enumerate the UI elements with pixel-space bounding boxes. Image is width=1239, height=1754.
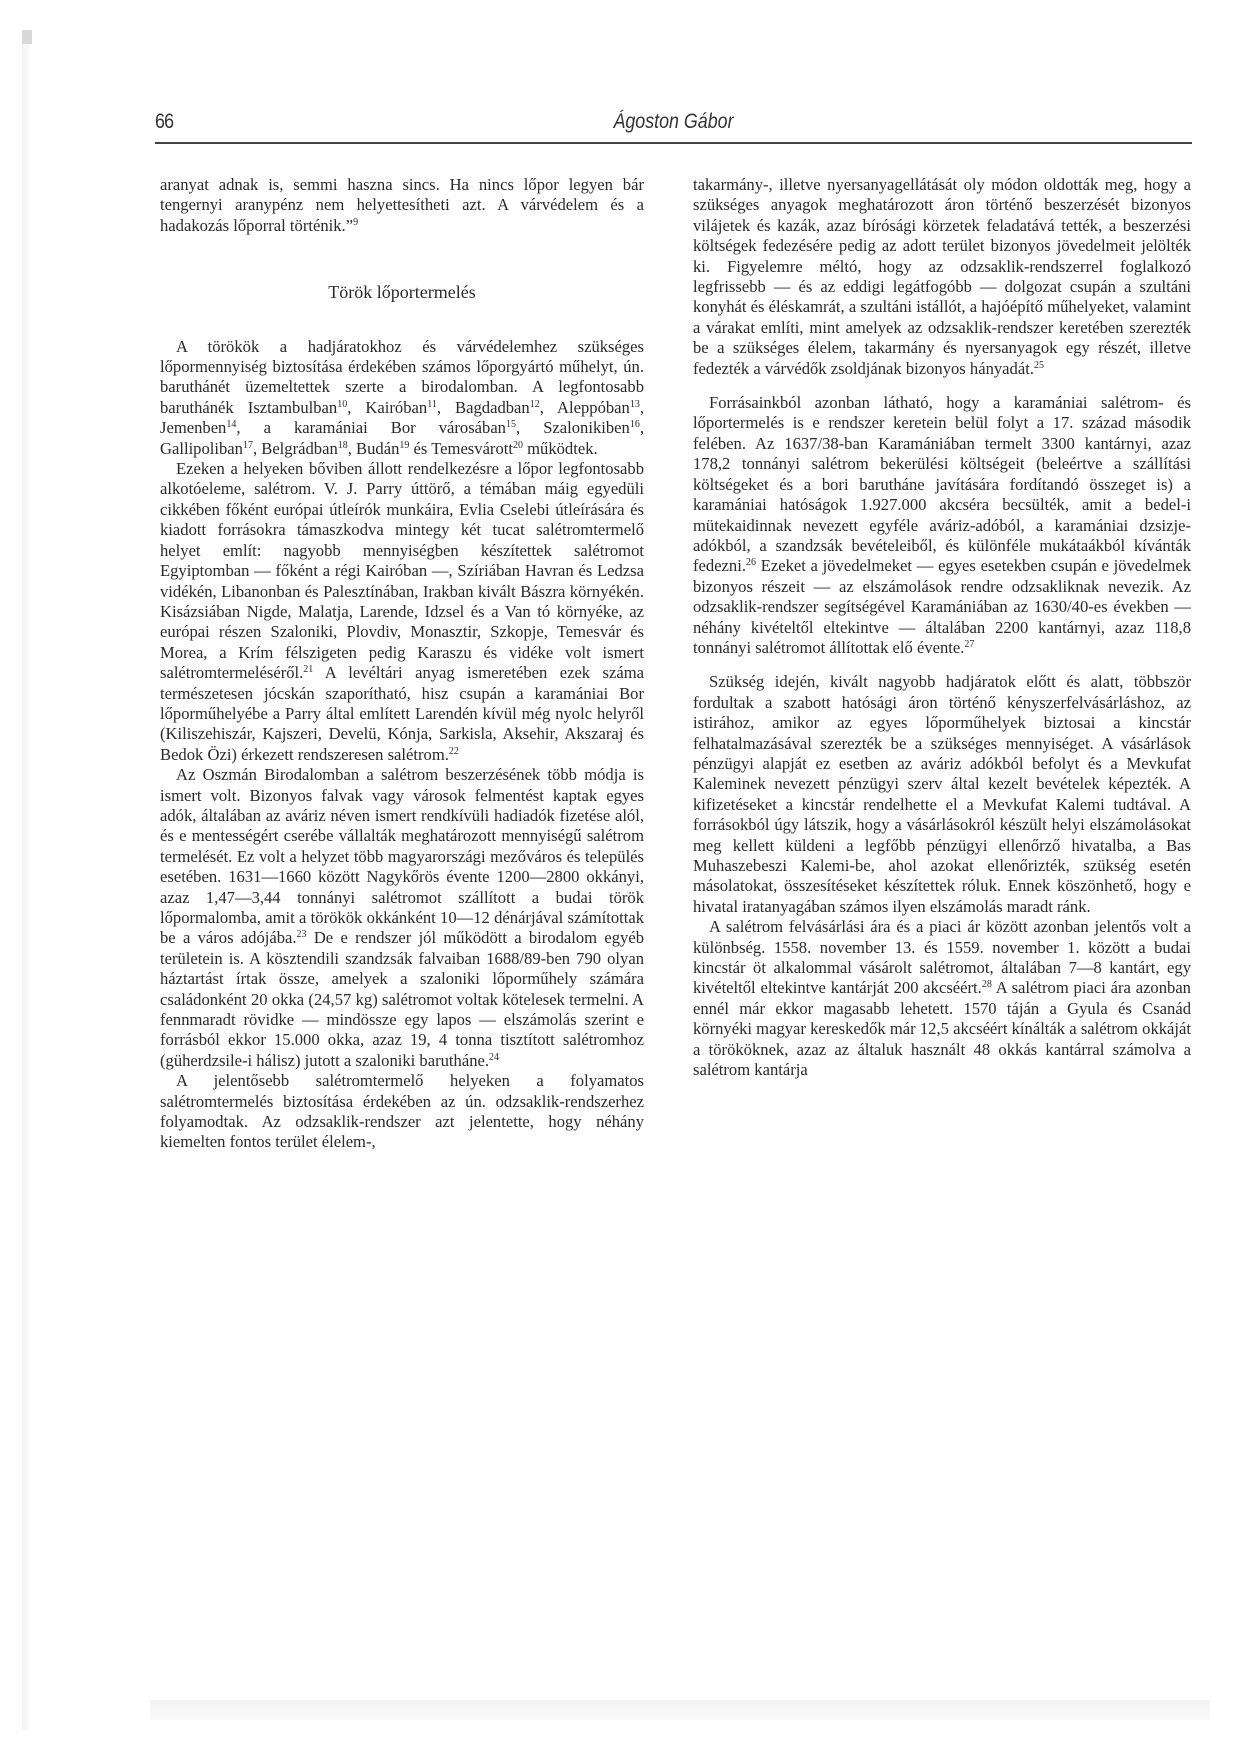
paragraph [693, 917, 1191, 1080]
paragraph-text: , Bagdadban [436, 397, 530, 417]
footnote-ref: 27 [964, 638, 975, 650]
paragraph-text: A salétrom felvásárlási ára és a piaci ár között azonban jelentős volt a különbség. 1558. november 13. és 1559. november 1. között a budai kincstár öt alkalommal vásárolt salétromot, általában 7—8 kantárt, egy kivételtől eltekintve kantárját 200 akcséért. [693, 917, 1191, 998]
page-number: 66 [155, 110, 174, 133]
paragraph-text: takarmány-, illetve nyersanyagellátását oly módon oldották meg, hogy a szükséges anyagok meghatározott áron történő beszerzését bizonyos vilájetek és kazák, azaz bírósági körzetek feladatává tették, a beszerzési költségek fedezésére pedig az adott terület bizonyos jövedelmeit jelölték ki. Figyelemre méltó, hogy az odzsaklik-rendszerrel foglalkozó legfrissebb — és az eddigi legátfogóbb — dolgozat csupán a szultáni konyhát és éléskamrát, a szultáni istállót, a hajóépítő műhelyeket, valamint a várakat említi, mint amelyek az odzsaklik-rendszer keretében szerezték be a szükséges élelem, takarmány és nyersanyagok egy részét, illetve fedezték a várvédők zsoldjának bizonyos hányadát. [693, 175, 1191, 378]
footnote-ref: 24 [489, 1051, 499, 1063]
footnote-ref: 14 [226, 419, 237, 431]
paragraph-text: , Aleppóban [539, 397, 630, 417]
paragraph-text: A levéltári anyag ismeretében ezek száma természetesen jócskán szaporítható, hisz csupán a karamániai Bor lőporműhelyébe a Parry által említett Larendén kívül még nyolc helyről (Kiliszehiszár, Kajszeri, Develü, Kónja, Sarkisla, Aksehir, Akszaraj és Bedok Özi) érkezett rendszeresen salétrom. [160, 663, 644, 764]
paragraph [160, 337, 644, 459]
paragraph-text: De e rendszer jól működött a birodalom egyéb területein is. A kösztendili szandzsák falvaiban 1688/89-ben 790 olyan háztartást írtak össze, amelyek a szaloniki lőporműhely számára családonként 20 okka (24,57 kg) salétromot voltak kötelesek termelni. A fennmaradt rövidke — mindössze egy lapos — elszámolás szerint e forrásból ekkor 15.000 okka, azaz 19, 4 tonna tisztított salétromhoz (güherdzsile-i hálisz) jutott a szaloniki barutháne. [160, 928, 644, 1070]
paragraph [160, 765, 644, 1071]
paragraph-text: Forrásainkból azonban látható, hogy a karamániai salétrom- és lőportermelés is e rendszer keretein belül folyt a 17. század második felében. Az 1637/38-ban Karamániában termelt 3300 kantárnyi, azaz 178,2 tonnányi salétrom bekerülési költségeit (beleértve a szállítási költségeket és a bori barutháne javítására fordítandó összeget is) a karamániai hatóságok 1.927.000 akcséra becsülték, amit a bedel-i mütekaidinnak nevezett egyféle aváriz-adóból, a karamániai dzsizje-adókból, a szandzsák bevételeiből, és különféle mukátaákból kívánták fedezni. [693, 393, 1191, 576]
paragraph [693, 393, 1191, 658]
paragraph-text: , Budán [347, 438, 400, 458]
footnote-ref: 23 [296, 929, 307, 941]
paragraph-text: , Jemenben [160, 397, 644, 438]
paragraph-text: működtek. [522, 438, 598, 458]
scan-left-edge-mark [22, 30, 32, 44]
page-header [155, 108, 1192, 142]
footnote-ref: 17 [242, 439, 253, 451]
footnote-ref: 12 [529, 398, 540, 410]
footnote-ref: 21 [303, 664, 314, 676]
footnote-ref: 13 [629, 398, 640, 410]
paragraph-text: , Gallipoliban [160, 418, 644, 458]
paragraph-text: A törökök a hadjáratokhoz és várvédelemhez szükséges lőpormennyiség biztosítása érdekében számos lőporgyártó műhelyt, ún. baruthánét üzemeltettek szerte a birodalomban. A legfontosabb baruthánék Isztambulban [160, 336, 644, 417]
paragraph [693, 672, 1191, 917]
header-rule [155, 142, 1192, 144]
paragraph-text: Szükség idején, kivált nagyobb hadjáratok előtt és alatt, többször fordultak a szabott hatósági áron történő kényszerfelvásárláshoz, az istirához, amikor az egyes lőporműhelyek biztosai a kincstár felhatalmazásával szerezték be a szükséges mennyiséget. A vásárlások pénzügyi alapját ez esetben az aváriz adókból befolyt és a Mevkufat Kaleminek nevezett pénzügyi szerv által kezelt bevételek képezték. A kifizetéseket a kincstár rendelhette el a Mevkufat Kalemi tudtával. A forrásokból úgy látszik, hogy a vásárlásokról készült helyi elszámolásokat meg kellett küldeni a legfőbb pénzügyi ellenőrző hivatalba, a Bas Muhaszebeszi Kalemi-be, ahol azokat ellenőrizték, szükség esetén másolatokat, összesítéseket készítettek róluk. Ennek köszönhető, hogy e hivatal iratanyagában számos ilyen elszámolás maradt ránk. [693, 672, 1191, 916]
scan-bottom-shadow [150, 1700, 1210, 1720]
scan-left-edge [22, 30, 30, 1730]
footnote-ref: 19 [399, 439, 410, 451]
footnote-ref: 26 [745, 557, 756, 569]
paragraph-text: , Kairóban [347, 397, 428, 417]
footnote-ref: 16 [629, 419, 640, 431]
paragraph-text: , Szalonikiben [515, 418, 630, 438]
running-head-author: Ágoston Gábor [613, 110, 734, 133]
paragraph-text: , a karamániai Bor városában [236, 418, 506, 438]
paragraph [693, 175, 1191, 379]
paragraph [160, 175, 644, 236]
footnote-ref: 18 [337, 439, 348, 451]
footnote-ref: 25 [1033, 359, 1044, 371]
footnote-ref: 15 [505, 419, 516, 431]
footnote-ref: 10 [337, 398, 348, 410]
footnote-ref: 9 [353, 216, 359, 228]
footnote-ref: 28 [981, 979, 992, 991]
left-column [160, 175, 644, 1153]
footnote-ref: 20 [512, 439, 523, 451]
paragraph-text: Ezeken a helyeken bőviben állott rendelkezésre a lőpor legfontosabb alkotóeleme, salétrom. V. J. Parry úttörő, a témában máig egyedüli cikkében főként európai útleírók munkáira, Evlia Cselebi útleírására és kiadott forrásokra támaszkodva mintegy két tucat salétromtermelő helyet említ: nagyobb mennyiségben készítettek salétromot Egyiptomban — főként a régi Kairóban —, Szíriában Havran és Ledzsa vidékén, Libanonban és Palesztínában, Irakban kivált Bászra környékén. Kisázsiában Nigde, Malatja, Larende, Idzsel és a Van tó környéke, az európai részen Szaloniki, Plovdiv, Monasztir, Szkopje, Temesvár és Morea, a Krím félszigeten pedig Karaszu és vidéke volt ismert salétromtermeléséről. [160, 459, 644, 683]
paragraph-text: Az Oszmán Birodalomban a salétrom beszerzésének több módja is ismert volt. Bizonyos falvak vagy városok felmentést kaptak egyes adók, általában az aváriz néven ismert rendkívüli hadiadók fizetése alól, és e mentességért cserébe vállalták meghatározott mennyiségű salétrom termelését. Ez volt a helyzet több magyarországi mezőváros és település esetében. 1631—1660 között Nagykőrös évente 1200—2800 okkányi, azaz 1,47—3,44 tonnányi salétromot szállított a budai török lőpormalomba, amit a törökök okkánként 10—12 dénárjával számítottak be a város adójába. [160, 765, 644, 948]
right-column [693, 175, 1191, 1080]
paragraph-text: és Temesvárott [409, 438, 513, 458]
paragraph-text: aranyat adnak is, semmi haszna sincs. Ha nincs lőpor legyen bár tengernyi aranypénz nem helyettesítheti azt. A várvédelem és a hadakozás lőporral történik.” [160, 175, 644, 235]
footnote-ref: 22 [448, 745, 459, 757]
paragraph-text: A salétrom piaci ára azonban ennél már ekkor magasabb lehetett. 1570 táján a Gyula és Csanád környéki magyar kereskedők már 12,5 akcséért kínálták a salétrom okkáját a törököknek, azaz az általuk használt 48 okkás kantárral számolva a salétrom kantárja [693, 978, 1191, 1080]
paragraph-text: Ezeket a jövedelmeket — egyes esetekben csupán e jövedelmek bizonyos részeit — az elszámolások rendre odzsakliknak nevezik. Az odzsaklik-rendszer segítségével Karamániában az 1630/40-es években — néhány kivételtől eltekintve — általában 2200 kantárnyi, azaz 118,8 tonnányi salétromot állítottak elő évente. [693, 556, 1191, 657]
paragraph [160, 459, 644, 765]
paragraph-text: A jelentősebb salétromtermelő helyeken a folyamatos salétromtermelés biztosítása érdekében az ún. odzsaklik-rendszerhez folyamodtak. Az odzsaklik-rendszer azt jelentette, hogy néhány kiemelten fontos terület élelem-, [160, 1071, 644, 1152]
footnote-ref: 11 [427, 398, 437, 410]
section-heading: Török lőportermelés [328, 282, 476, 303]
paragraph-text: , Belgrádban [252, 438, 338, 458]
paragraph [160, 1071, 644, 1153]
